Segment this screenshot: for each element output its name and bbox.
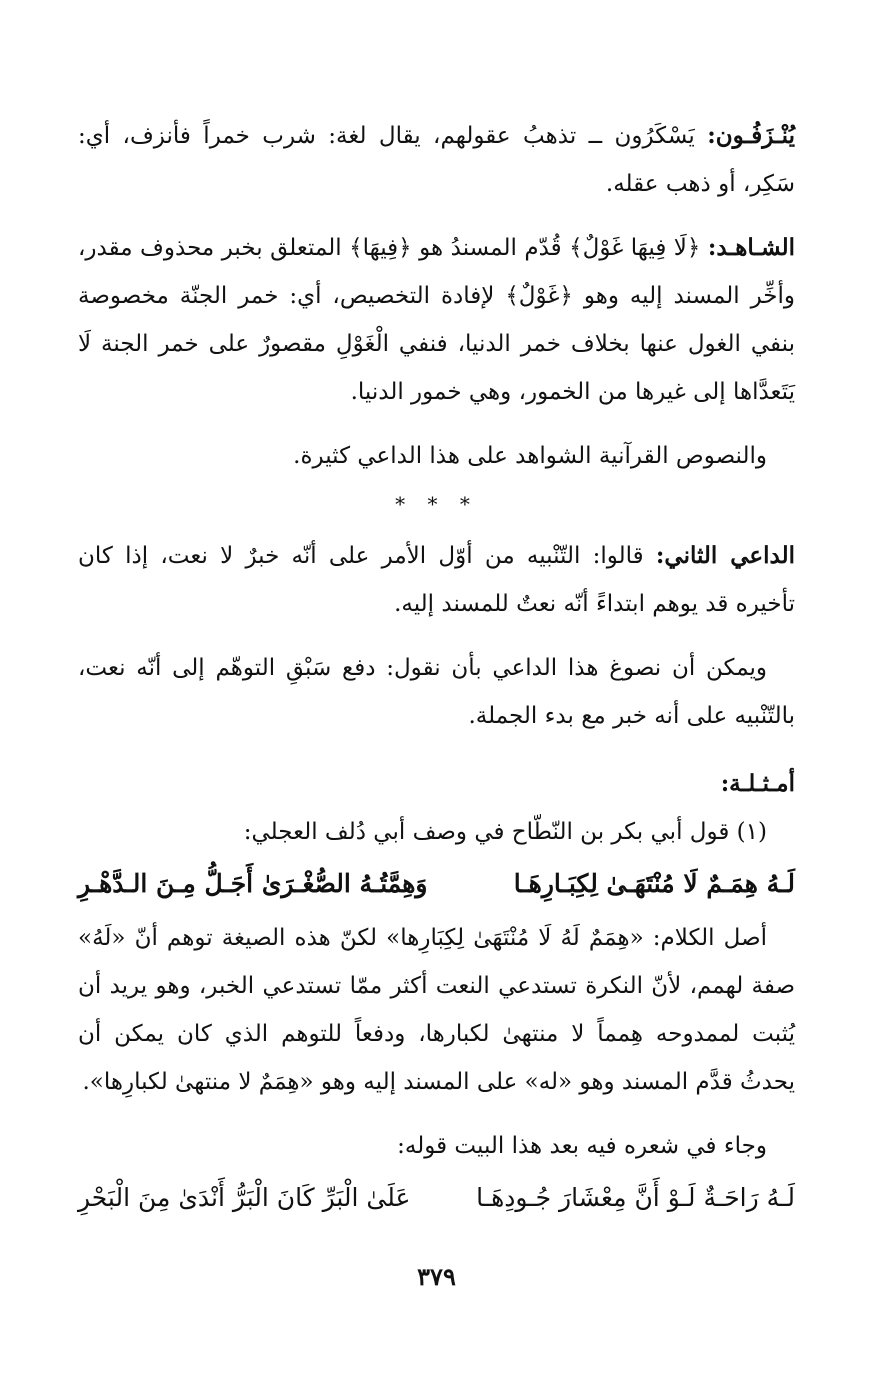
term-label: يُنْـزَفُـون: [707,122,795,149]
paragraph-definition [78,112,795,208]
spacer [78,628,795,644]
paragraph-following-verse-intro: وجاء في شعره فيه بعد هذا البيت قوله: [397,1133,767,1159]
paragraph-second-motive [78,532,795,628]
second-motive-label: الداعي الثاني: [655,542,796,569]
verse-1-second-hemistich: وَهِمَّتُـهُ الصُّغْـرَىٰ أَجَـلُّ مِـنَ الـدَّهْـرِ [78,869,428,898]
paragraph-reformulation: ويمكن أن نصوغ هذا الداعي بأن نقول: دفع سَبْقِ التوهّم إلى أنّه نعت، بالتّنْبيه على أنه خبر مع بدء الجملة. [78,655,795,729]
verse-2-second-hemistich: عَلَىٰ الْبَرِّ كَانَ الْبَرُّ أَنْدَىٰ مِنَ الْبَحْرِ [78,1183,411,1212]
paragraph-evidence [78,224,795,416]
spacer [78,1106,795,1122]
definition-text: يَسْكَرُون ــ تذهبُ عقولهم، يقال لغة: شرب خمراً فأنزف، أي: سَكِر، أو ذهب عقله. [78,123,795,197]
section-separator-stars: * * * [395,492,478,516]
spacer [78,416,795,432]
verse-1-first-hemistich: لَـهُ هِمَـمٌ لَا مُنْتَهَـىٰ لِكِبَـارِهَـا [513,869,795,898]
paragraph-explanation: أصل الكلام: «هِمَمٌ لَهُ لَا مُنْتَهَىٰ لِكِبَارِها» لكنّ هذه الصيغة توهم أنّ «لَهُ» صفة لهمم، لأنّ النكرة تستدعي النعت أكثر ممّا تستدعي الخبر، وهو يريد أن يُثبت لممدوحه هِمماً لا منتهىٰ لكبارها، ودفعاً للتوهم الذي كان يمكن أن يحدثُ قدَّم المسند وهو «له» على المسند إليه وهو «هِمَمٌ لا منتهىٰ لكبارِها». [78,925,795,1095]
second-motive-text: قالوا: التّنْبيه من أوّل الأمر على أنّه خبرٌ لا نعت، إذا كان تأخيره قد يوهم ابتداءً أنّه نعتٌ للمسند إليه. [78,543,795,617]
evidence-text: ﴿لَا فِيهَا غَوْلٌ﴾ قُدّم المسندُ هو ﴿فِيهَا﴾ المتعلق بخبر محذوف مقدر، وأخِّر المسند إليه وهو ﴿غَوْلٌ﴾ لإفادة التخصيص، أي: خمر الجنّة مخصوصة بنفي الغول عنها بخلاف خمر الدنيا، فنفي الْغَوْلِ مقصورٌ على خمر الجنة لَا يَتَعدَّاها إلى غيرها من الخمور، وهي خمور الدنيا. [78,235,795,405]
paragraph-quranic-texts: والنصوص القرآنية الشواهد على هذا الداعي كثيرة. [293,443,767,469]
verse-1 [78,858,795,910]
page-number: ٣٧٩ [417,1262,456,1291]
verse-2-first-hemistich: لَـهُ رَاحَـةٌ لَـوْ أَنَّ مِعْشَارَ جُـودِهَـا [476,1183,795,1212]
spacer [78,208,795,224]
example-1-intro: (١) قول أبي بكر بن النّطّاح في وصف أبي دُلف العجلي: [243,819,767,845]
verse-2 [78,1172,795,1224]
evidence-label: الشـاهـد: [707,234,795,261]
spacer [78,740,795,756]
examples-heading: أمـثـلـة: [720,770,795,797]
